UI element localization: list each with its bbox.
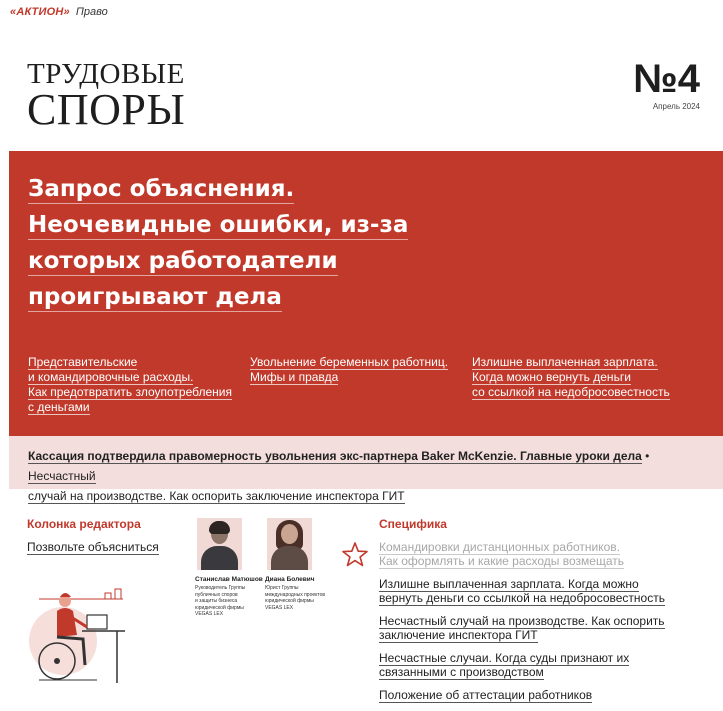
hero-link-line: со ссылкой на недобросовестность [472,385,670,399]
news-link-accident[interactable] [28,469,405,504]
hero-title-line: которых работодатели [28,248,338,274]
editor-column-link[interactable] [27,540,159,555]
person-photo [267,518,312,570]
person-role: Юрист Группы международных проектов юридической фирмы VEGAS LEX [265,585,326,611]
hero-link-line: с деньгами [28,400,90,414]
star-outline-icon[interactable] [341,541,369,569]
issue-date: Апрель 2024 [652,102,700,111]
specifics-item-line: Как оформлять и какие расходы возмещать [379,554,624,568]
hero-link-line: Когда можно вернуть деньги [472,370,631,384]
specifics-item-line: Несчастный случай на производстве. Как оспорить [379,614,665,628]
hero-title-line: проигрывают дела [28,284,282,310]
hero-link-line: Мифы и правда [250,370,339,384]
specifics-item[interactable] [379,614,669,642]
hero-title-line: Запрос объяснения. [28,176,295,202]
news-link-text: Кассация подтвердила правомерность увольнения экс-партнера Baker McKenzie. Главные уроки дела [28,449,642,463]
person-card[interactable] [265,518,345,611]
hero-link-expenses[interactable] [28,355,238,415]
wheelchair-worker-illustration [27,575,132,690]
specifics-item[interactable] [379,540,669,568]
masthead-line1: ТРУДОВЫЕ [27,58,185,90]
hero-link-line: Увольнение беременных работниц. [250,355,449,369]
issue-number: №4 [633,57,700,101]
specifics-item-line: связанными с производством [379,665,544,679]
hero-title-link[interactable] [28,171,488,315]
hero-link-overpaid[interactable] [472,355,682,400]
specifics-item-line: Несчастные случаи. Когда суды признают их [379,651,630,665]
hero-link-line: Излишне выплаченная зарплата. [472,355,658,369]
hero-link-line: Как предотвратить злоупотребления [28,385,232,399]
hero-link-pregnant[interactable] [250,355,460,385]
person-role: Руководитель Группы публичных споров и защиты бизнеса юридической фирмы VEGAS LEX [195,585,246,617]
news-link-text: случай на производстве. Как оспорить заключение инспектора ГИТ [28,489,405,503]
brand-bar [10,6,108,18]
specifics-item-line: вернуть деньги со ссылкой на недобросовестность [379,591,665,605]
specifics-item[interactable] [379,688,669,702]
news-strip-text [28,446,688,506]
masthead [27,58,186,134]
editor-column-heading: Колонка редактора [27,517,141,531]
person-name: Диана Болевич [265,576,315,583]
specifics-item-line: Излишне выплаченная зарплата. Когда можно [379,577,639,591]
issue-info [633,58,700,111]
specifics-item[interactable] [379,577,669,605]
news-link-baker[interactable] [28,449,642,464]
hero-banner [9,151,723,436]
masthead-line2: СПОРЫ [27,85,186,134]
person-photo [197,518,242,570]
specifics-item-line: заключение инспектора ГИТ [379,628,538,642]
news-link-text: Несчастный [28,469,96,483]
hero-link-line: и командировочные расходы. [28,370,194,384]
person-card[interactable] [195,518,275,618]
specifics-item-line: Командировки дистанционных работников. [379,540,620,554]
brand-section[interactable]: Право [75,6,108,18]
specifics-list [379,540,669,711]
hero-link-line: Представительские [28,355,138,369]
specifics-item[interactable] [379,651,669,679]
specifics-item-line: Положение об аттестации работников [379,688,593,702]
specifics-heading: Специфика [379,517,447,531]
news-separator: • [645,449,650,463]
news-strip [9,436,723,503]
hero-title-line: Неочевидные ошибки, из-за [28,212,409,238]
aktion-logo[interactable]: «АКТИОН» [10,6,70,18]
person-name: Станислав Матюшов [195,576,263,583]
editor-column-link-text: Позвольте объясниться [27,540,159,554]
